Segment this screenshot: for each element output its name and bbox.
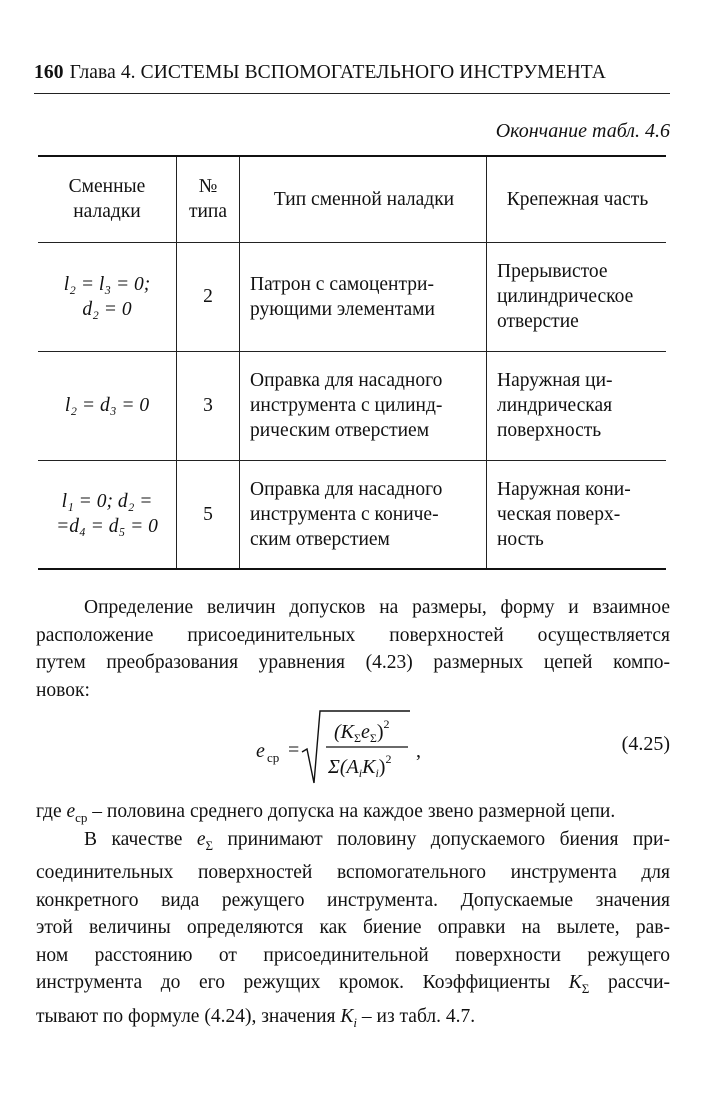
formula-equals: =: [288, 739, 300, 761]
cell-setup-type: Патрон с самоцентри-рующими элементами: [240, 242, 487, 351]
cell-type-number: 2: [177, 242, 240, 351]
t: принимают половину допускаемого биения при-: [213, 829, 670, 850]
formula-lhs: e: [256, 740, 265, 762]
den-open: Σ(A: [328, 756, 359, 778]
cell-type-number: 5: [177, 460, 240, 569]
condition-line: =d₄ = d₅ = 0: [56, 516, 158, 538]
setup-table: [38, 155, 666, 570]
var-sub: Σ: [205, 837, 214, 853]
where-var-sub: ср: [75, 809, 88, 825]
text-line: ном расстоянию от присоединительной поверхности режущего: [36, 944, 670, 966]
col-header-type-number: № типа: [177, 156, 240, 242]
where-var: e: [66, 801, 76, 822]
condition-line: l₁ = 0; d₂ =: [61, 491, 153, 513]
cell-setup-type: Оправка для насадного инструмента с цилинд-рическим отверстием: [240, 351, 487, 460]
formula-denominator: [327, 752, 391, 780]
table-caption: Окончание табл. 4.6: [495, 120, 670, 142]
var-sub: Σ: [581, 981, 590, 997]
var-k: K: [568, 972, 582, 994]
table-row: [38, 242, 666, 351]
condition-line: l₂ = d₃ = 0: [64, 395, 150, 416]
text-line: расположение присоединительных поверхностей осуществляется: [36, 624, 670, 646]
text-line: [36, 826, 670, 859]
cell-setup-type: Оправка для насадного инструмента с кониче-ским отверстием: [240, 460, 487, 569]
running-header: [34, 62, 672, 84]
t: В качестве: [84, 829, 197, 850]
text-line: путем преобразования уравнения (4.23) размерных цепей компо-: [36, 652, 670, 673]
text-line: соединительных поверхностей вспомогательного инструмента для: [36, 862, 670, 884]
t: тывают по формуле (4.24), значения: [36, 1005, 341, 1027]
num-sub2: Σ: [369, 731, 377, 745]
cell-mounting: Наружная ци-линдрическая поверхность: [487, 351, 667, 460]
equation-number: (4.25): [621, 733, 670, 755]
cell-condition: [38, 351, 177, 460]
paragraph-explanation: [36, 826, 670, 1036]
chapter-title: Глава 4. СИСТЕМЫ ВСПОМОГАТЕЛЬНОГО ИНСТРУМЕНТА: [69, 62, 606, 83]
text-line: новок:: [36, 679, 90, 701]
num-open: (K: [334, 721, 354, 743]
text-line: [36, 969, 670, 1002]
t: – из табл. 4.7.: [357, 1005, 476, 1027]
t: рассчи-: [589, 972, 671, 994]
where-rest: – половина среднего допуска на каждое звено размерной цепи.: [87, 801, 616, 822]
condition-line: l₂ = l₃ = 0;: [63, 273, 151, 295]
num-mid: e: [360, 721, 370, 743]
den-close: ): [378, 756, 386, 778]
den-sub1: i: [358, 766, 363, 780]
paragraph-definition: [36, 594, 670, 704]
table-row: [38, 351, 666, 460]
var-k: K: [340, 1005, 354, 1027]
var-e: e: [196, 829, 206, 850]
cell-mounting: Наружная кони-ческая поверх-ность: [487, 460, 667, 569]
where-prefix: где: [36, 801, 67, 822]
table-row: [38, 460, 666, 569]
cell-type-number: 3: [177, 351, 240, 460]
condition-line: d₂ = 0: [82, 298, 132, 320]
col-header-setups: Сменные наладки: [38, 156, 177, 242]
den-exp: 2: [385, 752, 392, 766]
var-sub: i: [353, 1014, 358, 1030]
cell-condition: [38, 460, 177, 569]
header-rule: [34, 93, 670, 94]
cell-mounting: Прерывистое цилиндрическое отверстие: [487, 242, 667, 351]
cell-condition: [38, 242, 177, 351]
text-line: [36, 1003, 670, 1036]
den-mid: K: [362, 756, 376, 778]
text-line: конкретного вида режущего инструмента. Допускаемые значения: [36, 889, 670, 911]
formula-numerator: [334, 717, 390, 745]
text-line: Определение величин допусков на размеры, форму и взаимное: [84, 597, 670, 618]
col-header-setup-type: Тип сменной наладки: [240, 156, 487, 242]
formula-4-25: [250, 705, 510, 795]
num-close: ): [376, 721, 384, 743]
num-exp: 2: [383, 717, 390, 731]
col-header-mounting: Крепежная часть: [487, 156, 667, 242]
table-header-row: [38, 156, 666, 242]
text-line: этой величины определяются как биение оправки на вылете, рав-: [36, 917, 670, 939]
num-sub1: Σ: [354, 731, 361, 745]
den-sub2: i: [375, 766, 379, 780]
formula-trailing-comma: ,: [416, 740, 421, 762]
t: инструмента до его режущих кромок. Коэффициенты: [36, 972, 569, 994]
formula-lhs-sub: ср: [267, 750, 280, 765]
page-number: 160: [34, 62, 64, 83]
